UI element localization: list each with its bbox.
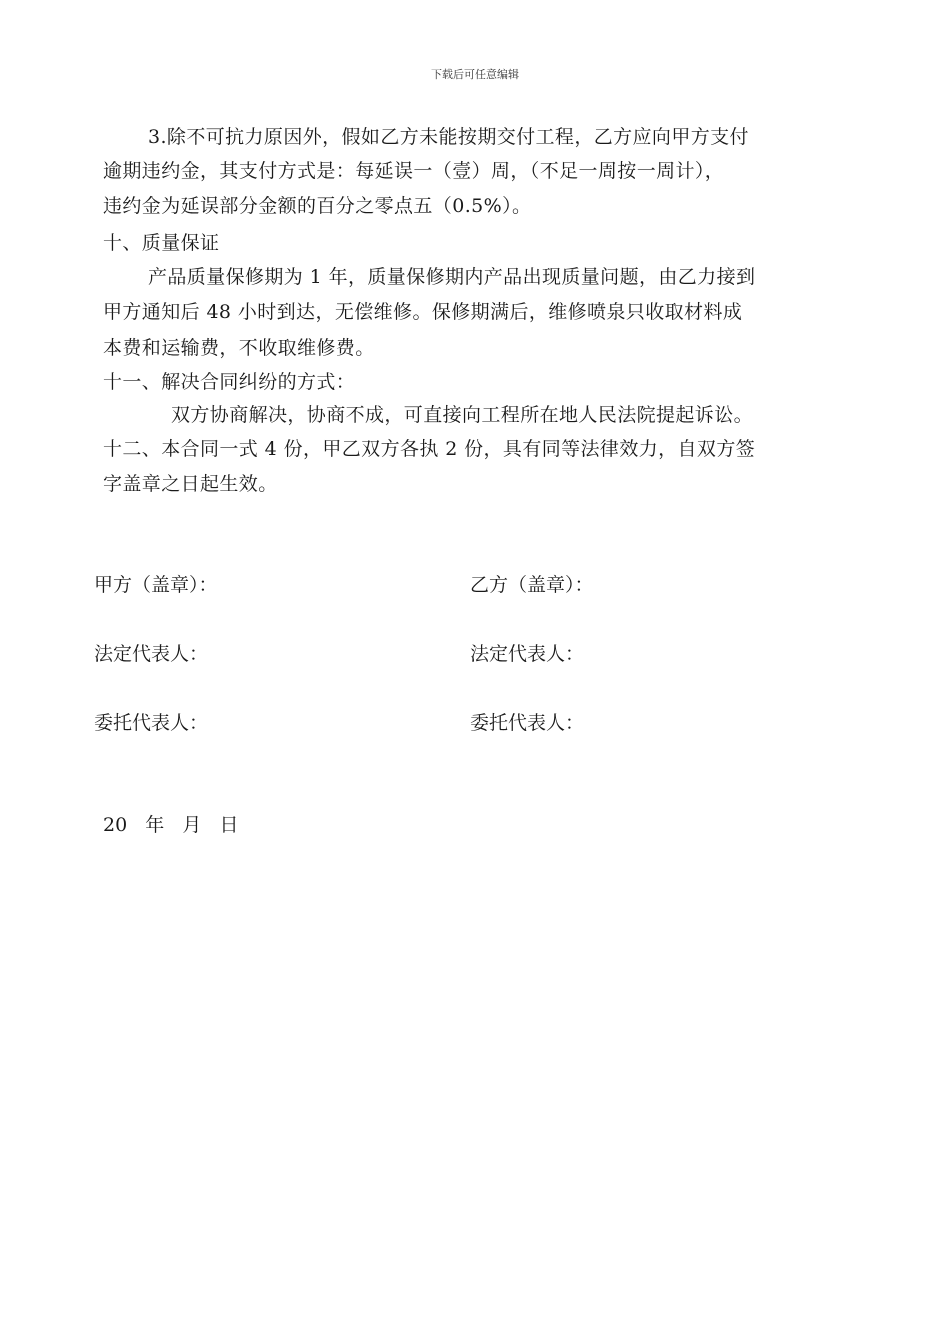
section-10-heading: 十、质量保证 (103, 232, 220, 254)
clause-3-line-1: 3.除不可抗力原因外，假如乙方未能按期交付工程，乙方应向甲方支付 (148, 126, 749, 148)
section-11-line-1: 双方协商解决，协商不成，可直接向工程所在地人民法院提起诉讼。 (171, 404, 754, 426)
section-12-line-2: 字盖章之日起生效。 (103, 473, 278, 495)
clause-3-line-2: 逾期违约金，其支付方式是：每延误一（壹）周，（不足一周按一周计）， (103, 160, 725, 182)
page-header: 下载后可任意编辑 (431, 68, 519, 81)
section-10-line-1: 产品质量保修期为 1 年，质量保修期内产品出现质量问题，由乙力接到 (148, 266, 756, 288)
party-a-authorized-rep: 委托代表人： (94, 712, 209, 734)
section-10-line-3: 本费和运输费，不收取维修费。 (103, 337, 375, 359)
section-10-line-2: 甲方通知后 48 小时到达，无偿维修。保修期满后，维修喷泉只收取材料成 (103, 301, 743, 323)
party-b-seal: 乙方（盖章）： (470, 574, 594, 596)
party-a-legal-rep: 法定代表人： (94, 643, 209, 665)
party-b-authorized-rep: 委托代表人： (470, 712, 585, 734)
date-line: 20 年 月 日 (103, 814, 239, 836)
section-11-heading: 十一、解决合同纠纷的方式： (103, 371, 356, 393)
clause-3-line-3: 违约金为延误部分金额的百分之零点五（0.5%）。 (103, 195, 532, 217)
party-a-seal: 甲方（盖章）： (94, 574, 218, 596)
section-12-line-1: 十二、本合同一式 4 份，甲乙双方各执 2 份，具有同等法律效力，自双方签 (103, 438, 756, 460)
party-b-legal-rep: 法定代表人： (470, 643, 585, 665)
